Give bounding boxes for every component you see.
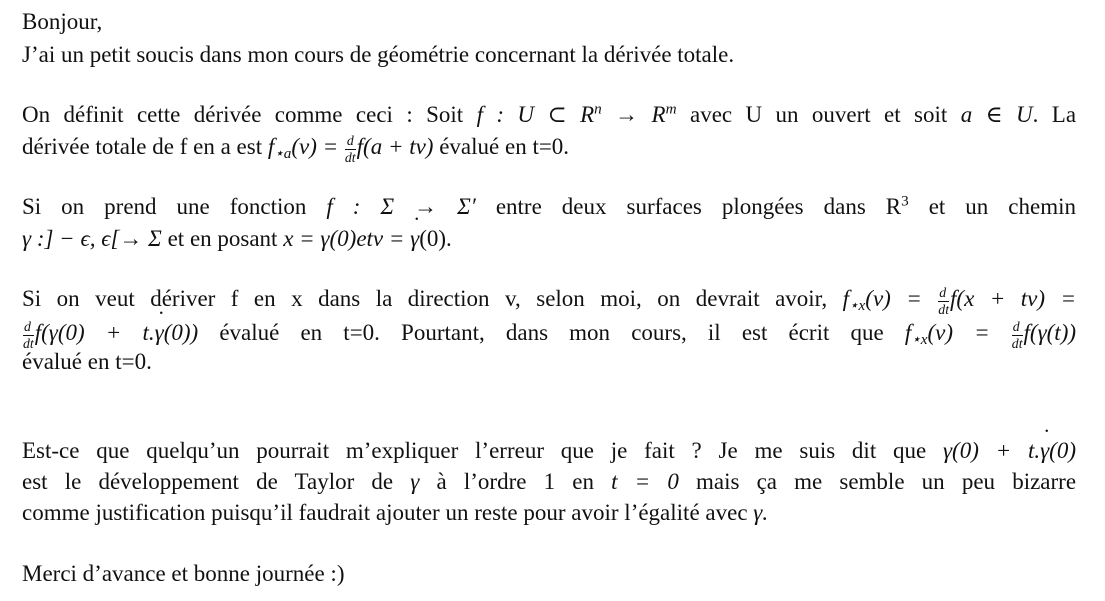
question-line-3: comme justification puisqu’il faudrait ajouter un reste pour avoir l’égalité avec γ. [22, 500, 769, 525]
fraction-d-dt: $\frac{d}{dt}$ [344, 133, 356, 166]
intro-line: J’ai un petit soucis dans mon cours de géométrie concernant la dérivée totale. [22, 42, 735, 67]
math-f-sigma: f : Σ → Σ′ [326, 194, 476, 219]
surfaces-line-2: γ :] − ϵ, ϵ[→ Σ et en posant x = γ(0)etv = γ ˙(0). [22, 224, 452, 254]
fraction-d-dt: $\frac{d}{dt}$ [938, 285, 950, 318]
greeting-line: Bonjour, [22, 9, 103, 34]
fraction-d-dt: $\frac{d}{dt}$ [1011, 319, 1023, 352]
direction-line-2: $\frac{d}{dt}$ f(γ(0) + t.γ ˙(0)) évalué en t=0. Pourtant, dans mon cours, il est écrit que $f_{⋆x}(v)$ = $\frac{d}{dt}$ f(γ(t)) [22, 318, 1076, 351]
math-taylor-expression: γ(0) + t.γ ˙(0) [943, 438, 1076, 463]
definition-line-1: On définit cette dérivée comme ceci : Soit f : U ⊂ $R^n \to R^m$ avec U un ouvert et soit a ∈ U. La [22, 100, 1077, 127]
definition-text: On définit cette dérivée comme ceci : Soit [22, 102, 464, 127]
math-course-derivative: $f_{⋆x}(v)$ = $\frac{d}{dt}$ f(γ(t)) [904, 319, 1077, 352]
definition-text: avec U un ouvert et soit [689, 102, 948, 127]
math-total-derivative: $f_{⋆a}(v)$ = $\frac{d}{dt}$ f(a + tv) [267, 133, 434, 166]
math-expected-derivative: $f_{⋆x}(v)$ = $\frac{d}{dt}$ f(x + tv) = [842, 285, 1077, 318]
math-x-v-def: x = γ(0)etv = γ ˙(0). [283, 226, 452, 251]
definition-text: évalué en t=0. [439, 134, 570, 159]
direction-line-1: Si on veut dériver f en x dans la direction v, selon moi, on devrait avoir, $f_{⋆x}(v)$ = $\frac{d}{dt}$ f(x + tv) = [22, 285, 1077, 318]
question-line-2: est le développement de Taylor de γ à l’ordre 1 en t = 0 mais ça me semble un peu bizarre [22, 469, 1077, 494]
math-gamma-expansion: $\frac{d}{dt}$ f(γ(0) + t.γ ˙(0)) [22, 320, 198, 345]
math-gamma: γ [410, 469, 420, 494]
math-gamma-path: γ :] − ϵ, ϵ[→ Σ [22, 226, 162, 251]
math-gamma-end: γ. [753, 500, 769, 525]
closing-line: Merci d’avance et bonne journée :) [22, 561, 345, 586]
math-t-equals-zero: t = 0 [611, 469, 679, 494]
fraction-d-dt: $\frac{d}{dt}$ [23, 319, 34, 352]
math-f-map: f : U ⊂ $R^n \to R^m$ [476, 100, 677, 127]
definition-text: dérivée totale de f en a est [22, 134, 263, 159]
surfaces-line-1: Si on prend une fonction f : Σ → Σ′ entre deux surfaces plongées dans $R^3$ et un chemin [22, 192, 1076, 219]
math-a-in-U: a ∈ U [960, 102, 1033, 127]
definition-line-2 [22, 132, 569, 165]
question-line-1: Est-ce que quelqu’un pourrait m’expliquer l’erreur que je fait ? Je me suis dit que γ(0) + t.γ ˙(0) [22, 436, 1076, 466]
direction-line-3: évalué en t=0. [22, 349, 152, 374]
